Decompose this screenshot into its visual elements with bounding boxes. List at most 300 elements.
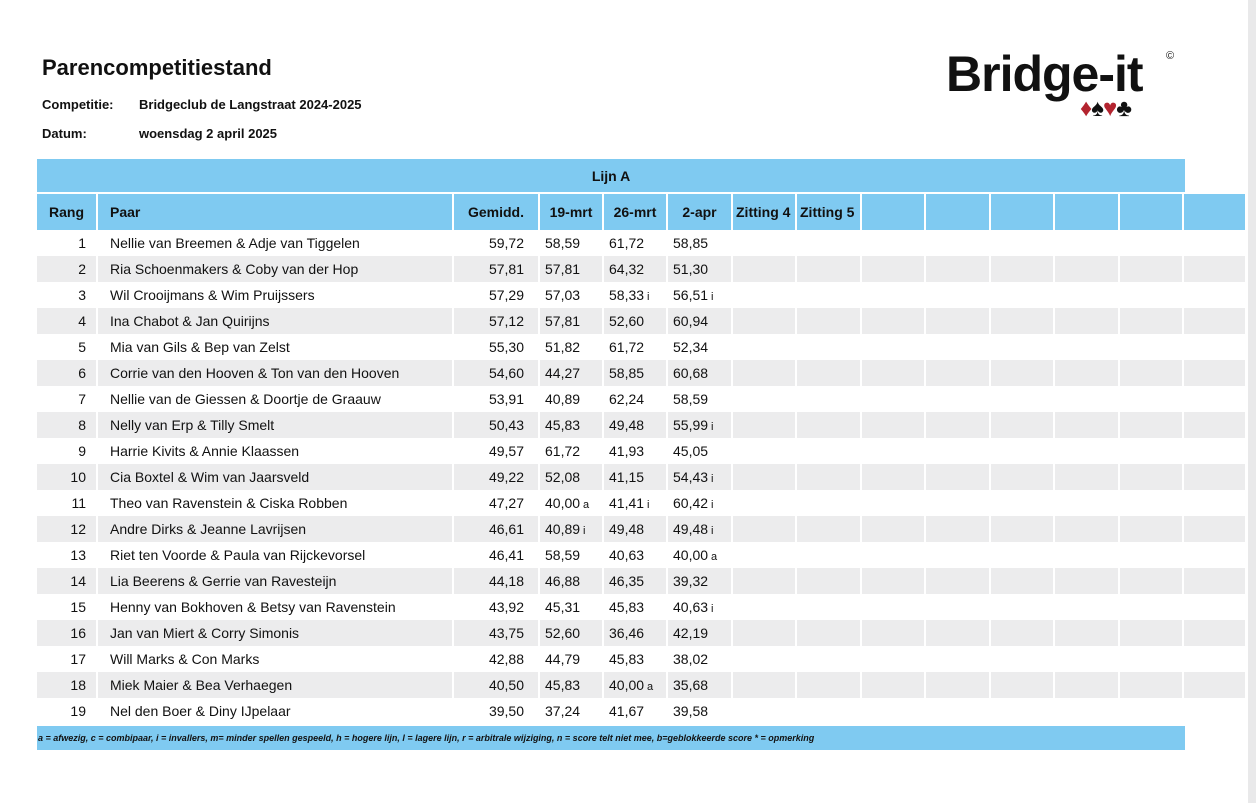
score-value: 45,05 xyxy=(673,443,709,459)
score-19-mrt-cell xyxy=(539,308,603,334)
empty-cell xyxy=(1054,282,1119,308)
empty-cell xyxy=(925,516,990,542)
gemidd-value: 57,81 xyxy=(488,261,524,277)
score-2-apr-cell xyxy=(667,568,732,594)
score-19-mrt-cell xyxy=(539,256,603,282)
score-value: 51,82 xyxy=(545,339,581,355)
score-26-mrt-cell xyxy=(603,282,667,308)
score-marker: i xyxy=(711,603,714,615)
spade-icon: ♠ xyxy=(1091,95,1103,122)
score-value: 40,63 xyxy=(673,599,709,615)
empty-cell xyxy=(861,620,925,646)
empty-cell xyxy=(796,672,861,698)
empty-cell xyxy=(732,516,796,542)
score-value: 40,00 xyxy=(609,677,645,693)
score-2-apr-cell xyxy=(667,386,732,412)
rang-value: 10 xyxy=(70,469,86,485)
empty-cell xyxy=(1054,594,1119,620)
rang-cell xyxy=(37,490,97,516)
gemidd-value: 57,12 xyxy=(488,313,524,329)
gemidd-value: 46,41 xyxy=(488,547,524,563)
logo-text: Bridge-it xyxy=(946,46,1143,102)
gemidd-cell xyxy=(453,334,539,360)
paar-value: Nel den Boer & Diny IJpelaar xyxy=(110,703,291,719)
empty-cell xyxy=(1119,334,1183,360)
paar-value: Henny van Bokhoven & Betsy van Ravenstein xyxy=(110,599,396,615)
empty-cell xyxy=(732,386,796,412)
diamond-icon: ♦ xyxy=(1080,95,1092,122)
empty-cell xyxy=(990,256,1054,282)
empty-cell xyxy=(1054,412,1119,438)
score-26-mrt-cell xyxy=(603,516,667,542)
empty-cell xyxy=(925,256,990,282)
score-26-mrt-cell xyxy=(603,360,667,386)
table-row xyxy=(37,360,1245,386)
empty-cell xyxy=(796,620,861,646)
rang-cell xyxy=(37,230,97,256)
rang-cell xyxy=(37,698,97,724)
score-2-apr-cell xyxy=(667,256,732,282)
score-value: 40,63 xyxy=(609,547,645,563)
empty-cell xyxy=(1183,594,1245,620)
empty-cell xyxy=(1119,464,1183,490)
gemidd-value: 49,22 xyxy=(488,469,524,485)
paar-value: Lia Beerens & Gerrie van Ravesteijn xyxy=(110,573,337,589)
empty-cell xyxy=(861,334,925,360)
score-marker: a xyxy=(711,551,718,563)
rang-value: 5 xyxy=(78,339,86,355)
paar-cell xyxy=(97,594,453,620)
score-value: 58,59 xyxy=(673,391,709,407)
score-value: 45,83 xyxy=(545,417,581,433)
score-marker: i xyxy=(711,291,714,303)
score-value: 40,00 xyxy=(545,495,581,511)
score-2-apr-cell xyxy=(667,620,732,646)
empty-cell xyxy=(990,308,1054,334)
empty-cell xyxy=(1119,568,1183,594)
empty-cell xyxy=(1119,620,1183,646)
score-value: 40,89 xyxy=(545,391,581,407)
score-value: 49,48 xyxy=(673,521,709,537)
score-19-mrt-cell xyxy=(539,646,603,672)
empty-cell xyxy=(1054,464,1119,490)
empty-cell xyxy=(990,568,1054,594)
rang-value: 18 xyxy=(70,677,86,693)
rang-cell xyxy=(37,568,97,594)
paar-cell xyxy=(97,516,453,542)
empty-cell xyxy=(1183,256,1245,282)
gemidd-value: 39,50 xyxy=(488,703,524,719)
score-value: 41,15 xyxy=(609,469,645,485)
paar-cell xyxy=(97,256,453,282)
paar-cell xyxy=(97,672,453,698)
empty-cell xyxy=(732,490,796,516)
logo-copyright: © xyxy=(1166,50,1175,62)
table-row xyxy=(37,386,1245,412)
empty-cell xyxy=(1054,438,1119,464)
empty-cell xyxy=(861,698,925,724)
empty-cell xyxy=(925,438,990,464)
empty-cell xyxy=(796,698,861,724)
table-row xyxy=(37,490,1245,516)
paar-value: Ina Chabot & Jan Quirijns xyxy=(110,313,270,329)
gemidd-value: 44,18 xyxy=(488,573,524,589)
paar-value: Nelly van Erp & Tilly Smelt xyxy=(110,417,275,433)
gemidd-value: 57,29 xyxy=(488,287,524,303)
score-19-mrt-cell xyxy=(539,542,603,568)
rang-value: 16 xyxy=(70,625,86,641)
rang-cell xyxy=(37,360,97,386)
score-26-mrt-cell xyxy=(603,308,667,334)
gemidd-value: 47,27 xyxy=(488,495,524,511)
empty-cell xyxy=(1054,672,1119,698)
score-value: 58,85 xyxy=(673,235,709,251)
rang-cell xyxy=(37,516,97,542)
header-paar: Paar xyxy=(97,194,453,230)
score-value: 52,34 xyxy=(673,339,709,355)
score-26-mrt-cell xyxy=(603,334,667,360)
empty-cell xyxy=(732,308,796,334)
score-26-mrt-cell xyxy=(603,646,667,672)
score-value: 38,02 xyxy=(673,651,709,667)
score-value: 60,42 xyxy=(673,495,709,511)
rang-cell xyxy=(37,282,97,308)
paar-cell xyxy=(97,230,453,256)
empty-cell xyxy=(990,698,1054,724)
paar-cell xyxy=(97,490,453,516)
empty-cell xyxy=(732,620,796,646)
empty-cell xyxy=(861,230,925,256)
empty-cell xyxy=(990,412,1054,438)
empty-cell xyxy=(796,360,861,386)
header-empty xyxy=(1119,194,1183,230)
empty-cell xyxy=(925,230,990,256)
score-value: 36,46 xyxy=(609,625,645,641)
rang-cell xyxy=(37,308,97,334)
score-value: 58,85 xyxy=(609,365,645,381)
score-26-mrt-cell xyxy=(603,230,667,256)
rang-value: 13 xyxy=(70,547,86,563)
score-19-mrt-cell xyxy=(539,594,603,620)
score-2-apr-cell xyxy=(667,464,732,490)
gemidd-value: 43,75 xyxy=(488,625,524,641)
score-marker: i xyxy=(711,525,714,537)
rang-cell xyxy=(37,646,97,672)
empty-cell xyxy=(861,672,925,698)
standings-table xyxy=(37,194,1245,724)
score-value: 52,60 xyxy=(609,313,645,329)
competitie-value: Bridgeclub de Langstraat 2024-2025 xyxy=(139,97,362,112)
empty-cell xyxy=(732,594,796,620)
table-row xyxy=(37,672,1245,698)
empty-cell xyxy=(732,464,796,490)
paar-value: Wil Crooijmans & Wim Pruijssers xyxy=(110,287,315,303)
score-marker: i xyxy=(647,499,650,511)
rang-cell xyxy=(37,386,97,412)
gemidd-cell xyxy=(453,360,539,386)
table-row xyxy=(37,256,1245,282)
datum-label: Datum: xyxy=(42,126,87,141)
gemidd-value: 49,57 xyxy=(488,443,524,459)
rang-value: 12 xyxy=(70,521,86,537)
score-19-mrt-cell xyxy=(539,282,603,308)
score-value: 60,68 xyxy=(673,365,709,381)
score-2-apr-cell xyxy=(667,594,732,620)
datum-value: woensdag 2 april 2025 xyxy=(139,126,278,141)
logo-suits xyxy=(1080,96,1131,122)
score-value: 56,51 xyxy=(673,287,709,303)
empty-cell xyxy=(1183,334,1245,360)
paar-cell xyxy=(97,698,453,724)
empty-cell xyxy=(1054,568,1119,594)
gemidd-cell xyxy=(453,620,539,646)
table-row xyxy=(37,542,1245,568)
score-2-apr-cell xyxy=(667,438,732,464)
gemidd-value: 53,91 xyxy=(488,391,524,407)
gemidd-cell xyxy=(453,412,539,438)
score-19-mrt-cell xyxy=(539,620,603,646)
paar-value: Theo van Ravenstein & Ciska Robben xyxy=(110,495,348,511)
score-2-apr-cell xyxy=(667,230,732,256)
gemidd-cell xyxy=(453,568,539,594)
rang-cell xyxy=(37,620,97,646)
empty-cell xyxy=(1054,308,1119,334)
paar-value: Riet ten Voorde & Paula van Rijckevorsel xyxy=(110,547,366,563)
empty-cell xyxy=(1119,438,1183,464)
gemidd-cell xyxy=(453,646,539,672)
empty-cell xyxy=(925,360,990,386)
score-value: 51,30 xyxy=(673,261,709,277)
gemidd-cell xyxy=(453,698,539,724)
empty-cell xyxy=(925,490,990,516)
gemidd-cell xyxy=(453,308,539,334)
score-26-mrt-cell xyxy=(603,568,667,594)
table-row xyxy=(37,698,1245,724)
score-26-mrt-cell xyxy=(603,256,667,282)
rang-value: 1 xyxy=(78,235,86,251)
score-value: 45,83 xyxy=(609,599,645,615)
rang-value: 2 xyxy=(78,261,86,277)
paar-value: Miek Maier & Bea Verhaegen xyxy=(110,677,293,693)
rang-cell xyxy=(37,412,97,438)
rang-value: 15 xyxy=(70,599,86,615)
score-marker: i xyxy=(711,473,714,485)
empty-cell xyxy=(925,542,990,568)
empty-cell xyxy=(925,698,990,724)
score-value: 46,35 xyxy=(609,573,645,589)
score-marker: i xyxy=(647,291,650,303)
empty-cell xyxy=(732,256,796,282)
empty-cell xyxy=(990,438,1054,464)
gemidd-cell xyxy=(453,282,539,308)
score-19-mrt-cell xyxy=(539,334,603,360)
score-value: 40,89 xyxy=(545,521,581,537)
empty-cell xyxy=(925,672,990,698)
table-row xyxy=(37,646,1245,672)
empty-cell xyxy=(1054,542,1119,568)
empty-cell xyxy=(925,412,990,438)
empty-cell xyxy=(796,568,861,594)
empty-cell xyxy=(796,516,861,542)
gemidd-value: 50,43 xyxy=(488,417,524,433)
empty-cell xyxy=(861,412,925,438)
empty-cell xyxy=(861,594,925,620)
empty-cell xyxy=(1183,620,1245,646)
score-26-mrt-cell xyxy=(603,438,667,464)
rang-value: 6 xyxy=(78,365,86,381)
rang-cell xyxy=(37,464,97,490)
empty-cell xyxy=(925,620,990,646)
score-value: 58,59 xyxy=(545,235,581,251)
empty-cell xyxy=(1054,230,1119,256)
empty-cell xyxy=(1183,568,1245,594)
gemidd-value: 40,50 xyxy=(488,677,524,693)
empty-cell xyxy=(1054,360,1119,386)
score-value: 45,83 xyxy=(609,651,645,667)
score-2-apr-cell xyxy=(667,308,732,334)
empty-cell xyxy=(861,386,925,412)
empty-cell xyxy=(990,646,1054,672)
rang-value: 7 xyxy=(78,391,86,407)
paar-cell xyxy=(97,542,453,568)
score-value: 49,48 xyxy=(609,417,645,433)
header-19-mrt: 19-mrt xyxy=(539,194,603,230)
rang-value: 8 xyxy=(78,417,86,433)
score-value: 62,24 xyxy=(609,391,645,407)
gemidd-value: 54,60 xyxy=(488,365,524,381)
empty-cell xyxy=(1183,282,1245,308)
empty-cell xyxy=(796,334,861,360)
score-19-mrt-cell xyxy=(539,360,603,386)
table-body xyxy=(37,230,1245,724)
empty-cell xyxy=(732,568,796,594)
score-19-mrt-cell xyxy=(539,672,603,698)
score-26-mrt-cell xyxy=(603,490,667,516)
empty-cell xyxy=(861,568,925,594)
score-value: 45,83 xyxy=(545,677,581,693)
gemidd-value: 55,30 xyxy=(488,339,524,355)
score-value: 61,72 xyxy=(609,339,645,355)
empty-cell xyxy=(990,464,1054,490)
empty-cell xyxy=(1183,490,1245,516)
paar-value: Nellie van de Giessen & Doortje de Graauw xyxy=(110,391,381,407)
empty-cell xyxy=(1183,464,1245,490)
score-26-mrt-cell xyxy=(603,672,667,698)
empty-cell xyxy=(925,308,990,334)
header-2-apr: 2-apr xyxy=(667,194,732,230)
empty-cell xyxy=(1054,516,1119,542)
score-19-mrt-cell xyxy=(539,568,603,594)
table-row xyxy=(37,334,1245,360)
empty-cell xyxy=(732,282,796,308)
rang-cell xyxy=(37,542,97,568)
score-19-mrt-cell xyxy=(539,438,603,464)
score-marker: a xyxy=(647,681,654,693)
header-zitting-5: Zitting 5 xyxy=(796,194,861,230)
rang-value: 14 xyxy=(70,573,86,589)
rang-value: 4 xyxy=(78,313,86,329)
gemidd-value: 59,72 xyxy=(488,235,524,251)
empty-cell xyxy=(861,360,925,386)
paar-value: Andre Dirks & Jeanne Lavrijsen xyxy=(110,521,307,537)
score-26-mrt-cell xyxy=(603,542,667,568)
paar-value: Harrie Kivits & Annie Klaassen xyxy=(110,443,300,459)
table-row xyxy=(37,516,1245,542)
score-2-apr-cell xyxy=(667,412,732,438)
empty-cell xyxy=(796,438,861,464)
empty-cell xyxy=(1183,516,1245,542)
score-value: 58,59 xyxy=(545,547,581,563)
paar-value: Mia van Gils & Bep van Zelst xyxy=(110,339,290,355)
score-26-mrt-cell xyxy=(603,412,667,438)
gemidd-cell xyxy=(453,594,539,620)
empty-cell xyxy=(1119,386,1183,412)
score-19-mrt-cell xyxy=(539,412,603,438)
gemidd-value: 46,61 xyxy=(488,521,524,537)
rang-value: 17 xyxy=(70,651,86,667)
empty-cell xyxy=(1119,698,1183,724)
empty-cell xyxy=(925,568,990,594)
score-value: 41,93 xyxy=(609,443,645,459)
empty-cell xyxy=(1119,646,1183,672)
rang-value: 9 xyxy=(78,443,86,459)
empty-cell xyxy=(1119,412,1183,438)
score-26-mrt-cell xyxy=(603,620,667,646)
empty-cell xyxy=(1183,230,1245,256)
header-empty xyxy=(1183,194,1245,230)
score-value: 42,19 xyxy=(673,625,709,641)
table-row xyxy=(37,568,1245,594)
score-marker: i xyxy=(711,499,714,511)
paar-cell xyxy=(97,334,453,360)
empty-cell xyxy=(925,386,990,412)
rang-cell xyxy=(37,334,97,360)
empty-cell xyxy=(732,542,796,568)
group-title: Lijn A xyxy=(37,159,1185,194)
header-26-mrt: 26-mrt xyxy=(603,194,667,230)
score-value: 60,94 xyxy=(673,313,709,329)
empty-cell xyxy=(796,464,861,490)
empty-cell xyxy=(990,386,1054,412)
empty-cell xyxy=(1183,698,1245,724)
gemidd-cell xyxy=(453,672,539,698)
score-value: 57,03 xyxy=(545,287,581,303)
empty-cell xyxy=(861,464,925,490)
header-rang: Rang xyxy=(37,194,97,230)
score-2-apr-cell xyxy=(667,334,732,360)
score-value: 49,48 xyxy=(609,521,645,537)
empty-cell xyxy=(1054,386,1119,412)
score-26-mrt-cell xyxy=(603,698,667,724)
empty-cell xyxy=(925,646,990,672)
score-19-mrt-cell xyxy=(539,386,603,412)
score-value: 45,31 xyxy=(545,599,581,615)
empty-cell xyxy=(990,490,1054,516)
empty-cell xyxy=(796,490,861,516)
table-row xyxy=(37,308,1245,334)
empty-cell xyxy=(861,438,925,464)
empty-cell xyxy=(1054,334,1119,360)
empty-cell xyxy=(990,672,1054,698)
empty-cell xyxy=(796,230,861,256)
score-19-mrt-cell xyxy=(539,464,603,490)
gemidd-value: 43,92 xyxy=(488,599,524,615)
empty-cell xyxy=(1119,256,1183,282)
paar-cell xyxy=(97,360,453,386)
paar-cell xyxy=(97,464,453,490)
empty-cell xyxy=(861,308,925,334)
paar-cell xyxy=(97,412,453,438)
